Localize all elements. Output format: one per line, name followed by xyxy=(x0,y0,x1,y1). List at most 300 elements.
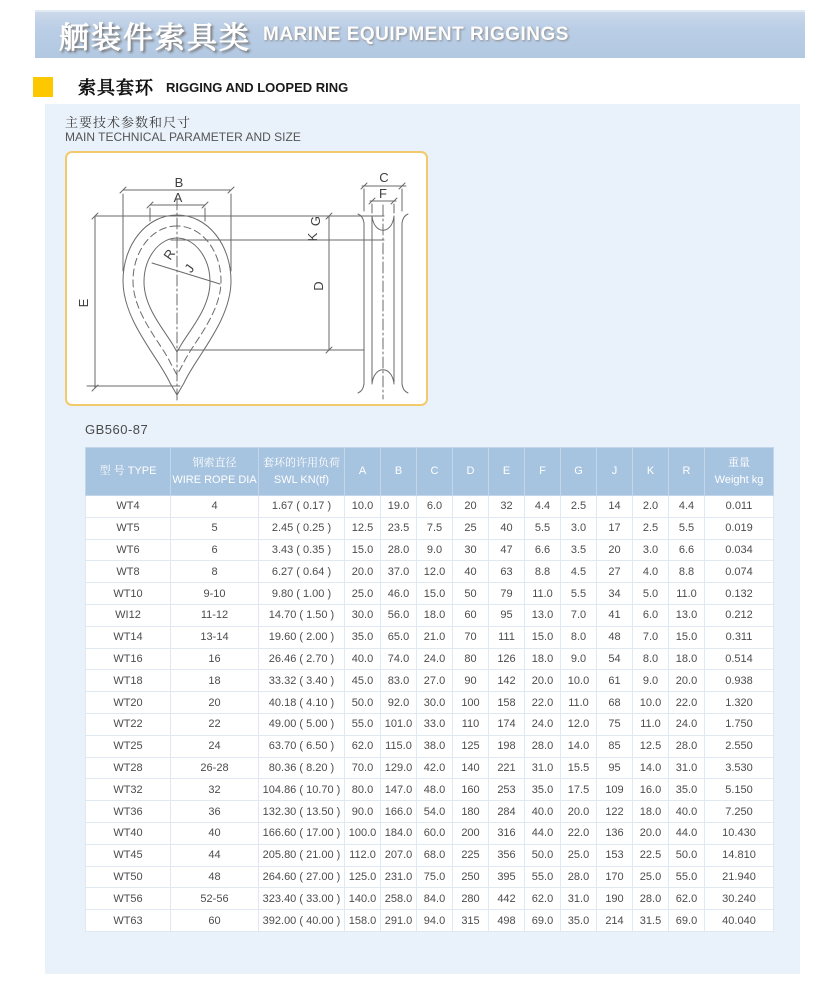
cell-J: 136 xyxy=(597,822,633,844)
cell-G: 28.0 xyxy=(561,866,597,888)
cell-B: 65.0 xyxy=(381,626,417,648)
dim-label-r: R xyxy=(160,246,179,263)
cell-weight: 7.250 xyxy=(705,801,774,823)
cell-K: 2.0 xyxy=(633,496,669,518)
cell-dia: 48 xyxy=(171,866,259,888)
cell-type: WT45 xyxy=(86,844,171,866)
cell-B: 19.0 xyxy=(381,496,417,518)
cell-E: 395 xyxy=(489,866,525,888)
cell-weight: 0.132 xyxy=(705,583,774,605)
cell-type: WT5 xyxy=(86,517,171,539)
header-cell-B: B xyxy=(381,448,417,496)
cell-type: WT40 xyxy=(86,822,171,844)
cell-R: 11.0 xyxy=(669,583,705,605)
cell-type: WT6 xyxy=(86,539,171,561)
cell-dia: 40 xyxy=(171,822,259,844)
cell-K: 8.0 xyxy=(633,648,669,670)
cell-weight: 21.940 xyxy=(705,866,774,888)
cell-F: 55.0 xyxy=(525,866,561,888)
table-row xyxy=(86,713,774,735)
cell-G: 2.5 xyxy=(561,496,597,518)
cell-D: 30 xyxy=(453,539,489,561)
table-row xyxy=(86,604,774,626)
cell-R: 24.0 xyxy=(669,713,705,735)
cell-F: 24.0 xyxy=(525,713,561,735)
cell-dia: 13-14 xyxy=(171,626,259,648)
cell-D: 280 xyxy=(453,888,489,910)
banner-title-zh: 舾装件索具类 xyxy=(59,22,251,55)
table-row xyxy=(86,496,774,518)
cell-F: 15.0 xyxy=(525,626,561,648)
cell-E: 221 xyxy=(489,757,525,779)
cell-dia: 44 xyxy=(171,844,259,866)
cell-weight: 14.810 xyxy=(705,844,774,866)
cell-K: 7.0 xyxy=(633,626,669,648)
header-cell-J: J xyxy=(597,448,633,496)
cell-weight: 10.430 xyxy=(705,822,774,844)
cell-type: WT63 xyxy=(86,910,171,932)
cell-E: 32 xyxy=(489,496,525,518)
cell-C: 60.0 xyxy=(417,822,453,844)
table-row xyxy=(86,757,774,779)
cell-A: 112.0 xyxy=(345,844,381,866)
cell-F: 5.5 xyxy=(525,517,561,539)
cell-R: 40.0 xyxy=(669,801,705,823)
cell-E: 142 xyxy=(489,670,525,692)
table-row xyxy=(86,583,774,605)
cell-type: WT8 xyxy=(86,561,171,583)
cell-A: 40.0 xyxy=(345,648,381,670)
cell-swl: 14.70 ( 1.50 ) xyxy=(259,604,345,626)
cell-G: 8.0 xyxy=(561,626,597,648)
cell-swl: 323.40 ( 33.00 ) xyxy=(259,888,345,910)
cell-D: 250 xyxy=(453,866,489,888)
cell-dia: 6 xyxy=(171,539,259,561)
cell-K: 11.0 xyxy=(633,713,669,735)
cell-B: 46.0 xyxy=(381,583,417,605)
cell-B: 83.0 xyxy=(381,670,417,692)
cell-A: 35.0 xyxy=(345,626,381,648)
cell-J: 170 xyxy=(597,866,633,888)
cell-C: 75.0 xyxy=(417,866,453,888)
cell-swl: 19.60 ( 2.00 ) xyxy=(259,626,345,648)
cell-swl: 6.27 ( 0.64 ) xyxy=(259,561,345,583)
cell-type: WT50 xyxy=(86,866,171,888)
cell-dia: 26-28 xyxy=(171,757,259,779)
cell-K: 3.0 xyxy=(633,539,669,561)
cell-G: 20.0 xyxy=(561,801,597,823)
cell-E: 356 xyxy=(489,844,525,866)
cell-dia: 16 xyxy=(171,648,259,670)
cell-weight: 0.011 xyxy=(705,496,774,518)
header-cell-weight: 重量 Weight kg xyxy=(705,448,774,496)
cell-F: 20.0 xyxy=(525,670,561,692)
cell-A: 12.5 xyxy=(345,517,381,539)
cell-C: 84.0 xyxy=(417,888,453,910)
cell-B: 147.0 xyxy=(381,779,417,801)
cell-F: 13.0 xyxy=(525,604,561,626)
cell-swl: 392.00 ( 40.00 ) xyxy=(259,910,345,932)
cell-J: 85 xyxy=(597,735,633,757)
cell-K: 4.0 xyxy=(633,561,669,583)
cell-D: 50 xyxy=(453,583,489,605)
cell-type: WI12 xyxy=(86,604,171,626)
cell-G: 10.0 xyxy=(561,670,597,692)
header-cell-swl: 套环的许用负荷 SWL KN(tf) xyxy=(259,448,345,496)
table-row xyxy=(86,539,774,561)
cell-D: 90 xyxy=(453,670,489,692)
table-row xyxy=(86,779,774,801)
cell-R: 5.5 xyxy=(669,517,705,539)
cell-E: 284 xyxy=(489,801,525,823)
cell-G: 11.0 xyxy=(561,692,597,714)
cell-E: 95 xyxy=(489,604,525,626)
cell-type: WT28 xyxy=(86,757,171,779)
cell-D: 180 xyxy=(453,801,489,823)
content-panel xyxy=(45,104,800,974)
cell-A: 140.0 xyxy=(345,888,381,910)
cell-A: 10.0 xyxy=(345,496,381,518)
cell-B: 92.0 xyxy=(381,692,417,714)
cell-swl: 104.86 ( 10.70 ) xyxy=(259,779,345,801)
cell-C: 54.0 xyxy=(417,801,453,823)
cell-D: 60 xyxy=(453,604,489,626)
cell-swl: 264.60 ( 27.00 ) xyxy=(259,866,345,888)
cell-type: WT14 xyxy=(86,626,171,648)
cell-C: 6.0 xyxy=(417,496,453,518)
cell-J: 75 xyxy=(597,713,633,735)
cell-E: 442 xyxy=(489,888,525,910)
cell-G: 25.0 xyxy=(561,844,597,866)
cell-D: 100 xyxy=(453,692,489,714)
cell-E: 198 xyxy=(489,735,525,757)
cell-A: 80.0 xyxy=(345,779,381,801)
cell-C: 15.0 xyxy=(417,583,453,605)
cell-G: 12.0 xyxy=(561,713,597,735)
cell-weight: 30.240 xyxy=(705,888,774,910)
cell-G: 22.0 xyxy=(561,822,597,844)
table-row xyxy=(86,735,774,757)
cell-D: 315 xyxy=(453,910,489,932)
cell-C: 27.0 xyxy=(417,670,453,692)
cell-J: 41 xyxy=(597,604,633,626)
page-banner xyxy=(35,10,805,58)
cell-A: 55.0 xyxy=(345,713,381,735)
cell-R: 20.0 xyxy=(669,670,705,692)
cell-G: 17.5 xyxy=(561,779,597,801)
cell-A: 15.0 xyxy=(345,539,381,561)
standard-label: GB560-87 xyxy=(85,422,149,437)
cell-G: 4.5 xyxy=(561,561,597,583)
cell-weight: 0.311 xyxy=(705,626,774,648)
cell-R: 50.0 xyxy=(669,844,705,866)
table-row xyxy=(86,888,774,910)
cell-K: 18.0 xyxy=(633,801,669,823)
cell-weight: 40.040 xyxy=(705,910,774,932)
cell-F: 18.0 xyxy=(525,648,561,670)
cell-weight: 0.938 xyxy=(705,670,774,692)
cell-type: WT4 xyxy=(86,496,171,518)
cell-type: WT32 xyxy=(86,779,171,801)
cell-F: 6.6 xyxy=(525,539,561,561)
cell-G: 7.0 xyxy=(561,604,597,626)
cell-swl: 3.43 ( 0.35 ) xyxy=(259,539,345,561)
table-row xyxy=(86,844,774,866)
cell-A: 45.0 xyxy=(345,670,381,692)
header-cell-E: E xyxy=(489,448,525,496)
table-row xyxy=(86,561,774,583)
cell-C: 24.0 xyxy=(417,648,453,670)
cell-dia: 60 xyxy=(171,910,259,932)
cell-J: 68 xyxy=(597,692,633,714)
cell-swl: 132.30 ( 13.50 ) xyxy=(259,801,345,823)
cell-type: WT16 xyxy=(86,648,171,670)
cell-swl: 2.45 ( 0.25 ) xyxy=(259,517,345,539)
cell-weight: 0.514 xyxy=(705,648,774,670)
cell-K: 6.0 xyxy=(633,604,669,626)
cell-weight: 3.530 xyxy=(705,757,774,779)
cell-weight: 0.212 xyxy=(705,604,774,626)
section-title-zh: 索具套环 xyxy=(78,78,154,98)
dim-label-d: D xyxy=(311,281,326,291)
header-cell-A: A xyxy=(345,448,381,496)
cell-dia: 52-56 xyxy=(171,888,259,910)
dim-label-k: K xyxy=(305,232,320,242)
cell-K: 2.5 xyxy=(633,517,669,539)
cell-R: 4.4 xyxy=(669,496,705,518)
dim-label-b: B xyxy=(174,175,184,190)
cell-C: 21.0 xyxy=(417,626,453,648)
cell-C: 38.0 xyxy=(417,735,453,757)
table-row xyxy=(86,866,774,888)
cell-type: WT56 xyxy=(86,888,171,910)
header-cell-F: F xyxy=(525,448,561,496)
cell-D: 20 xyxy=(453,496,489,518)
cell-swl: 40.18 ( 4.10 ) xyxy=(259,692,345,714)
section-title-en: RIGGING AND LOOPED RING xyxy=(166,79,349,95)
cell-E: 111 xyxy=(489,626,525,648)
cell-D: 225 xyxy=(453,844,489,866)
cell-A: 30.0 xyxy=(345,604,381,626)
cell-dia: 4 xyxy=(171,496,259,518)
cell-J: 61 xyxy=(597,670,633,692)
cell-K: 16.0 xyxy=(633,779,669,801)
cell-E: 158 xyxy=(489,692,525,714)
cell-D: 125 xyxy=(453,735,489,757)
cell-C: 94.0 xyxy=(417,910,453,932)
cell-swl: 26.46 ( 2.70 ) xyxy=(259,648,345,670)
cell-R: 13.0 xyxy=(669,604,705,626)
cell-B: 115.0 xyxy=(381,735,417,757)
cell-K: 12.5 xyxy=(633,735,669,757)
cell-R: 15.0 xyxy=(669,626,705,648)
cell-swl: 63.70 ( 6.50 ) xyxy=(259,735,345,757)
table-row xyxy=(86,648,774,670)
cell-D: 140 xyxy=(453,757,489,779)
cell-K: 10.0 xyxy=(633,692,669,714)
cell-C: 33.0 xyxy=(417,713,453,735)
cell-A: 62.0 xyxy=(345,735,381,757)
cell-swl: 80.36 ( 8.20 ) xyxy=(259,757,345,779)
cell-J: 190 xyxy=(597,888,633,910)
cell-dia: 8 xyxy=(171,561,259,583)
cell-F: 22.0 xyxy=(525,692,561,714)
cell-F: 31.0 xyxy=(525,757,561,779)
cell-dia: 36 xyxy=(171,801,259,823)
cell-D: 80 xyxy=(453,648,489,670)
table-row xyxy=(86,626,774,648)
cell-E: 63 xyxy=(489,561,525,583)
cell-J: 54 xyxy=(597,648,633,670)
cell-dia: 5 xyxy=(171,517,259,539)
section-heading xyxy=(33,74,348,100)
cell-C: 30.0 xyxy=(417,692,453,714)
dim-label-a: A xyxy=(173,190,183,205)
cell-R: 55.0 xyxy=(669,866,705,888)
cell-R: 44.0 xyxy=(669,822,705,844)
table-row xyxy=(86,801,774,823)
param-title-en: MAIN TECHNICAL PARAMETER AND SIZE xyxy=(65,130,301,144)
cell-J: 14 xyxy=(597,496,633,518)
cell-K: 31.5 xyxy=(633,910,669,932)
cell-F: 44.0 xyxy=(525,822,561,844)
cell-B: 258.0 xyxy=(381,888,417,910)
table-row xyxy=(86,670,774,692)
cell-A: 70.0 xyxy=(345,757,381,779)
cell-B: 291.0 xyxy=(381,910,417,932)
cell-G: 3.0 xyxy=(561,517,597,539)
cell-type: WT25 xyxy=(86,735,171,757)
dim-label-f: F xyxy=(379,186,387,201)
cell-K: 14.0 xyxy=(633,757,669,779)
cell-B: 23.5 xyxy=(381,517,417,539)
cell-F: 50.0 xyxy=(525,844,561,866)
cell-type: WT36 xyxy=(86,801,171,823)
cell-R: 62.0 xyxy=(669,888,705,910)
cell-type: WT22 xyxy=(86,713,171,735)
table-body xyxy=(86,496,774,932)
cell-swl: 9.80 ( 1.00 ) xyxy=(259,583,345,605)
cell-K: 28.0 xyxy=(633,888,669,910)
cell-E: 174 xyxy=(489,713,525,735)
technical-drawing xyxy=(67,153,426,404)
cell-D: 200 xyxy=(453,822,489,844)
cell-swl: 49.00 ( 5.00 ) xyxy=(259,713,345,735)
cell-weight: 0.019 xyxy=(705,517,774,539)
cell-J: 122 xyxy=(597,801,633,823)
cell-C: 7.5 xyxy=(417,517,453,539)
header-cell-D: D xyxy=(453,448,489,496)
cell-E: 47 xyxy=(489,539,525,561)
cell-J: 20 xyxy=(597,539,633,561)
cell-swl: 33.32 ( 3.40 ) xyxy=(259,670,345,692)
cell-A: 25.0 xyxy=(345,583,381,605)
table-row xyxy=(86,910,774,932)
cell-D: 110 xyxy=(453,713,489,735)
dim-label-g: G xyxy=(308,215,323,227)
cell-D: 70 xyxy=(453,626,489,648)
cell-B: 231.0 xyxy=(381,866,417,888)
cell-K: 22.5 xyxy=(633,844,669,866)
cell-B: 207.0 xyxy=(381,844,417,866)
cell-R: 18.0 xyxy=(669,648,705,670)
cell-J: 109 xyxy=(597,779,633,801)
cell-J: 95 xyxy=(597,757,633,779)
cell-dia: 22 xyxy=(171,713,259,735)
cell-D: 25 xyxy=(453,517,489,539)
dim-label-c: C xyxy=(379,170,389,185)
cell-swl: 205.80 ( 21.00 ) xyxy=(259,844,345,866)
cell-G: 15.5 xyxy=(561,757,597,779)
cell-K: 5.0 xyxy=(633,583,669,605)
cell-dia: 20 xyxy=(171,692,259,714)
header-cell-K: K xyxy=(633,448,669,496)
header-cell-C: C xyxy=(417,448,453,496)
cell-K: 20.0 xyxy=(633,822,669,844)
cell-A: 158.0 xyxy=(345,910,381,932)
cell-dia: 24 xyxy=(171,735,259,757)
cell-dia: 9-10 xyxy=(171,583,259,605)
cell-J: 27 xyxy=(597,561,633,583)
cell-A: 90.0 xyxy=(345,801,381,823)
cell-G: 31.0 xyxy=(561,888,597,910)
cell-E: 40 xyxy=(489,517,525,539)
cell-R: 69.0 xyxy=(669,910,705,932)
cell-F: 28.0 xyxy=(525,735,561,757)
cell-C: 18.0 xyxy=(417,604,453,626)
cell-type: WT10 xyxy=(86,583,171,605)
cell-A: 50.0 xyxy=(345,692,381,714)
cell-B: 56.0 xyxy=(381,604,417,626)
cell-E: 126 xyxy=(489,648,525,670)
cell-R: 28.0 xyxy=(669,735,705,757)
cell-type: WT20 xyxy=(86,692,171,714)
cell-J: 48 xyxy=(597,626,633,648)
cell-B: 28.0 xyxy=(381,539,417,561)
cell-dia: 11-12 xyxy=(171,604,259,626)
cell-B: 129.0 xyxy=(381,757,417,779)
cell-G: 14.0 xyxy=(561,735,597,757)
cell-C: 9.0 xyxy=(417,539,453,561)
header-cell-type: 型 号 TYPE xyxy=(86,448,171,496)
cell-D: 160 xyxy=(453,779,489,801)
cell-weight: 0.074 xyxy=(705,561,774,583)
dim-label-j: J xyxy=(181,261,198,276)
dim-label-e: E xyxy=(76,298,91,308)
cell-G: 35.0 xyxy=(561,910,597,932)
table-row xyxy=(86,517,774,539)
header-cell-G: G xyxy=(561,448,597,496)
drawing-box xyxy=(65,151,428,406)
cell-swl: 1.67 ( 0.17 ) xyxy=(259,496,345,518)
cell-R: 31.0 xyxy=(669,757,705,779)
rigging-table xyxy=(85,447,774,932)
cell-F: 40.0 xyxy=(525,801,561,823)
cell-G: 3.5 xyxy=(561,539,597,561)
cell-B: 74.0 xyxy=(381,648,417,670)
cell-C: 48.0 xyxy=(417,779,453,801)
cell-F: 35.0 xyxy=(525,779,561,801)
cell-B: 101.0 xyxy=(381,713,417,735)
cell-J: 17 xyxy=(597,517,633,539)
cell-weight: 1.750 xyxy=(705,713,774,735)
cell-B: 166.0 xyxy=(381,801,417,823)
cell-F: 8.8 xyxy=(525,561,561,583)
cell-B: 37.0 xyxy=(381,561,417,583)
cell-C: 42.0 xyxy=(417,757,453,779)
cell-R: 6.6 xyxy=(669,539,705,561)
table-header-row xyxy=(86,448,774,496)
